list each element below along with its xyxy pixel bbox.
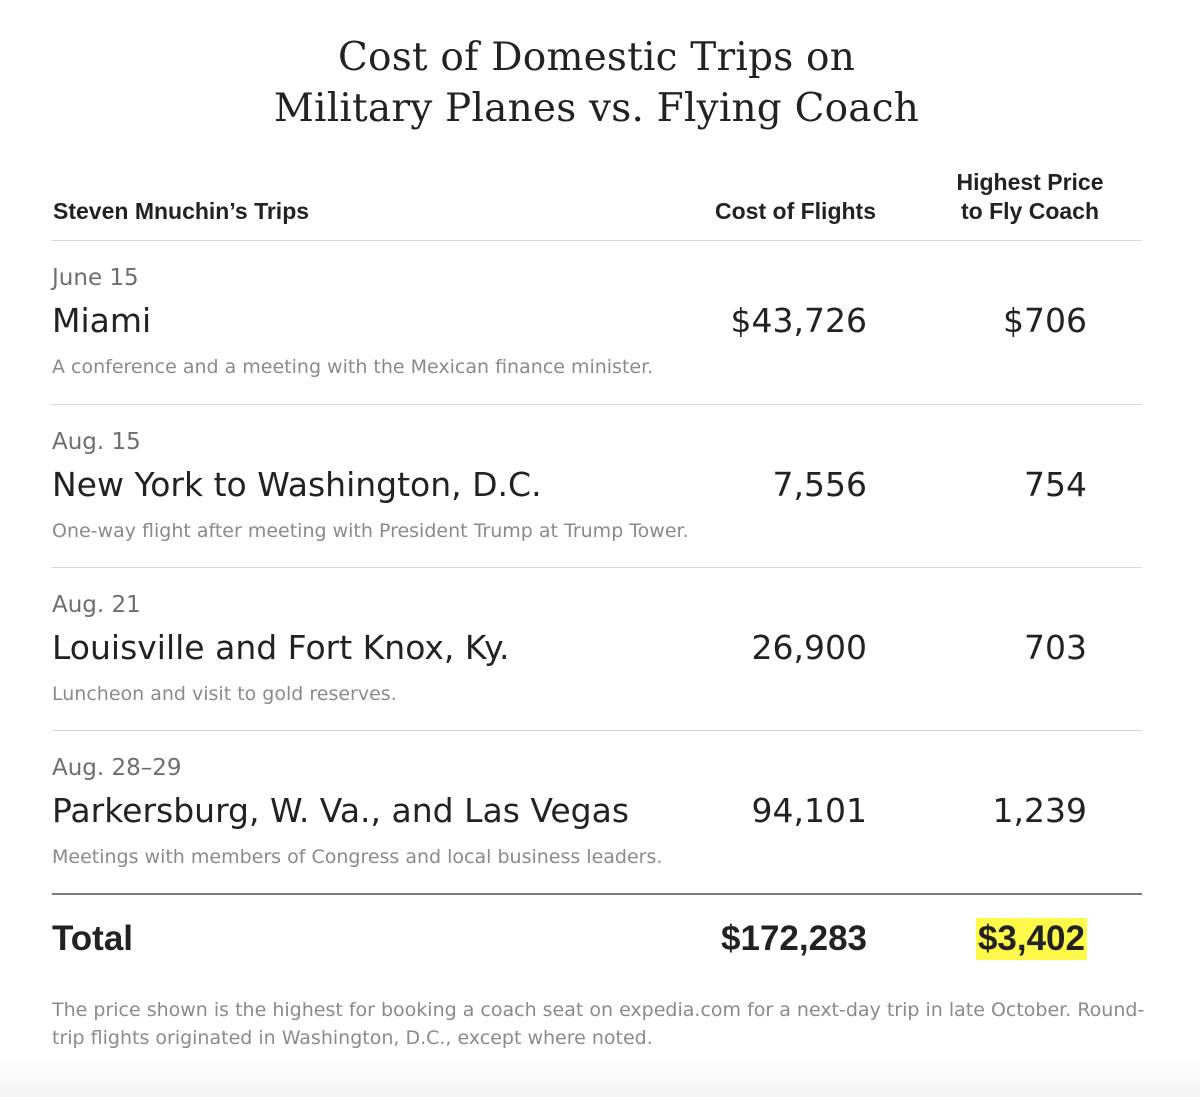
total-label: Total: [52, 919, 134, 958]
trip-date: June 15: [52, 265, 139, 291]
total-coach-price-highlighted: $3,402: [977, 919, 1085, 958]
column-header-coach-line-1: Highest Price: [956, 169, 1104, 195]
chart-title-line-2: Military Planes vs. Flying Coach: [273, 86, 920, 131]
column-header-coach: [930, 168, 1130, 226]
column-header-trips: Steven Mnuchin’s Trips: [53, 198, 310, 224]
trip-date: Aug. 15: [52, 429, 141, 455]
chart-title: [0, 32, 1193, 134]
total-divider: [52, 893, 1142, 895]
table-row: [0, 241, 1200, 404]
trip-coach-price: 1,239: [992, 791, 1087, 830]
chart-title-line-1: Cost of Domestic Trips on: [337, 35, 856, 80]
trip-cost: $43,726: [730, 301, 867, 340]
column-header-coach-line-2: to Fly Coach: [960, 198, 1099, 224]
bottom-fade: [0, 1057, 1200, 1097]
total-cost: $172,283: [721, 919, 867, 958]
trip-date: Aug. 21: [52, 592, 141, 618]
trip-place: Miami: [52, 301, 152, 340]
trip-description: Luncheon and visit to gold reserves.: [52, 683, 397, 705]
trip-cost: 7,556: [772, 465, 867, 504]
footnote: The price shown is the highest for booking a coach seat on expedia.com for a next-day trip in late October. Round-trip flights originated in Washington, D.C., except where noted.: [52, 999, 1145, 1049]
trip-place: Louisville and Fort Knox, Ky.: [52, 628, 510, 667]
trip-cost: 94,101: [751, 791, 867, 830]
column-header-cost: Cost of Flights: [715, 198, 876, 224]
trip-coach-price: $706: [1003, 301, 1087, 340]
trip-place: New York to Washington, D.C.: [52, 465, 542, 504]
trip-description: A conference and a meeting with the Mexican finance minister.: [52, 356, 654, 378]
table-row: [0, 568, 1200, 731]
trip-coach-price: 703: [1024, 628, 1087, 667]
table-row: [0, 731, 1200, 894]
trip-description: Meetings with members of Congress and local business leaders.: [52, 846, 663, 868]
trip-coach-price: 754: [1024, 465, 1087, 504]
trip-description: One-way flight after meeting with President Trump at Trump Tower.: [52, 520, 689, 542]
trip-cost: 26,900: [751, 628, 867, 667]
trip-place: Parkersburg, W. Va., and Las Vegas: [52, 791, 630, 830]
table-row: [0, 405, 1200, 568]
trip-date: Aug. 28–29: [52, 755, 182, 781]
